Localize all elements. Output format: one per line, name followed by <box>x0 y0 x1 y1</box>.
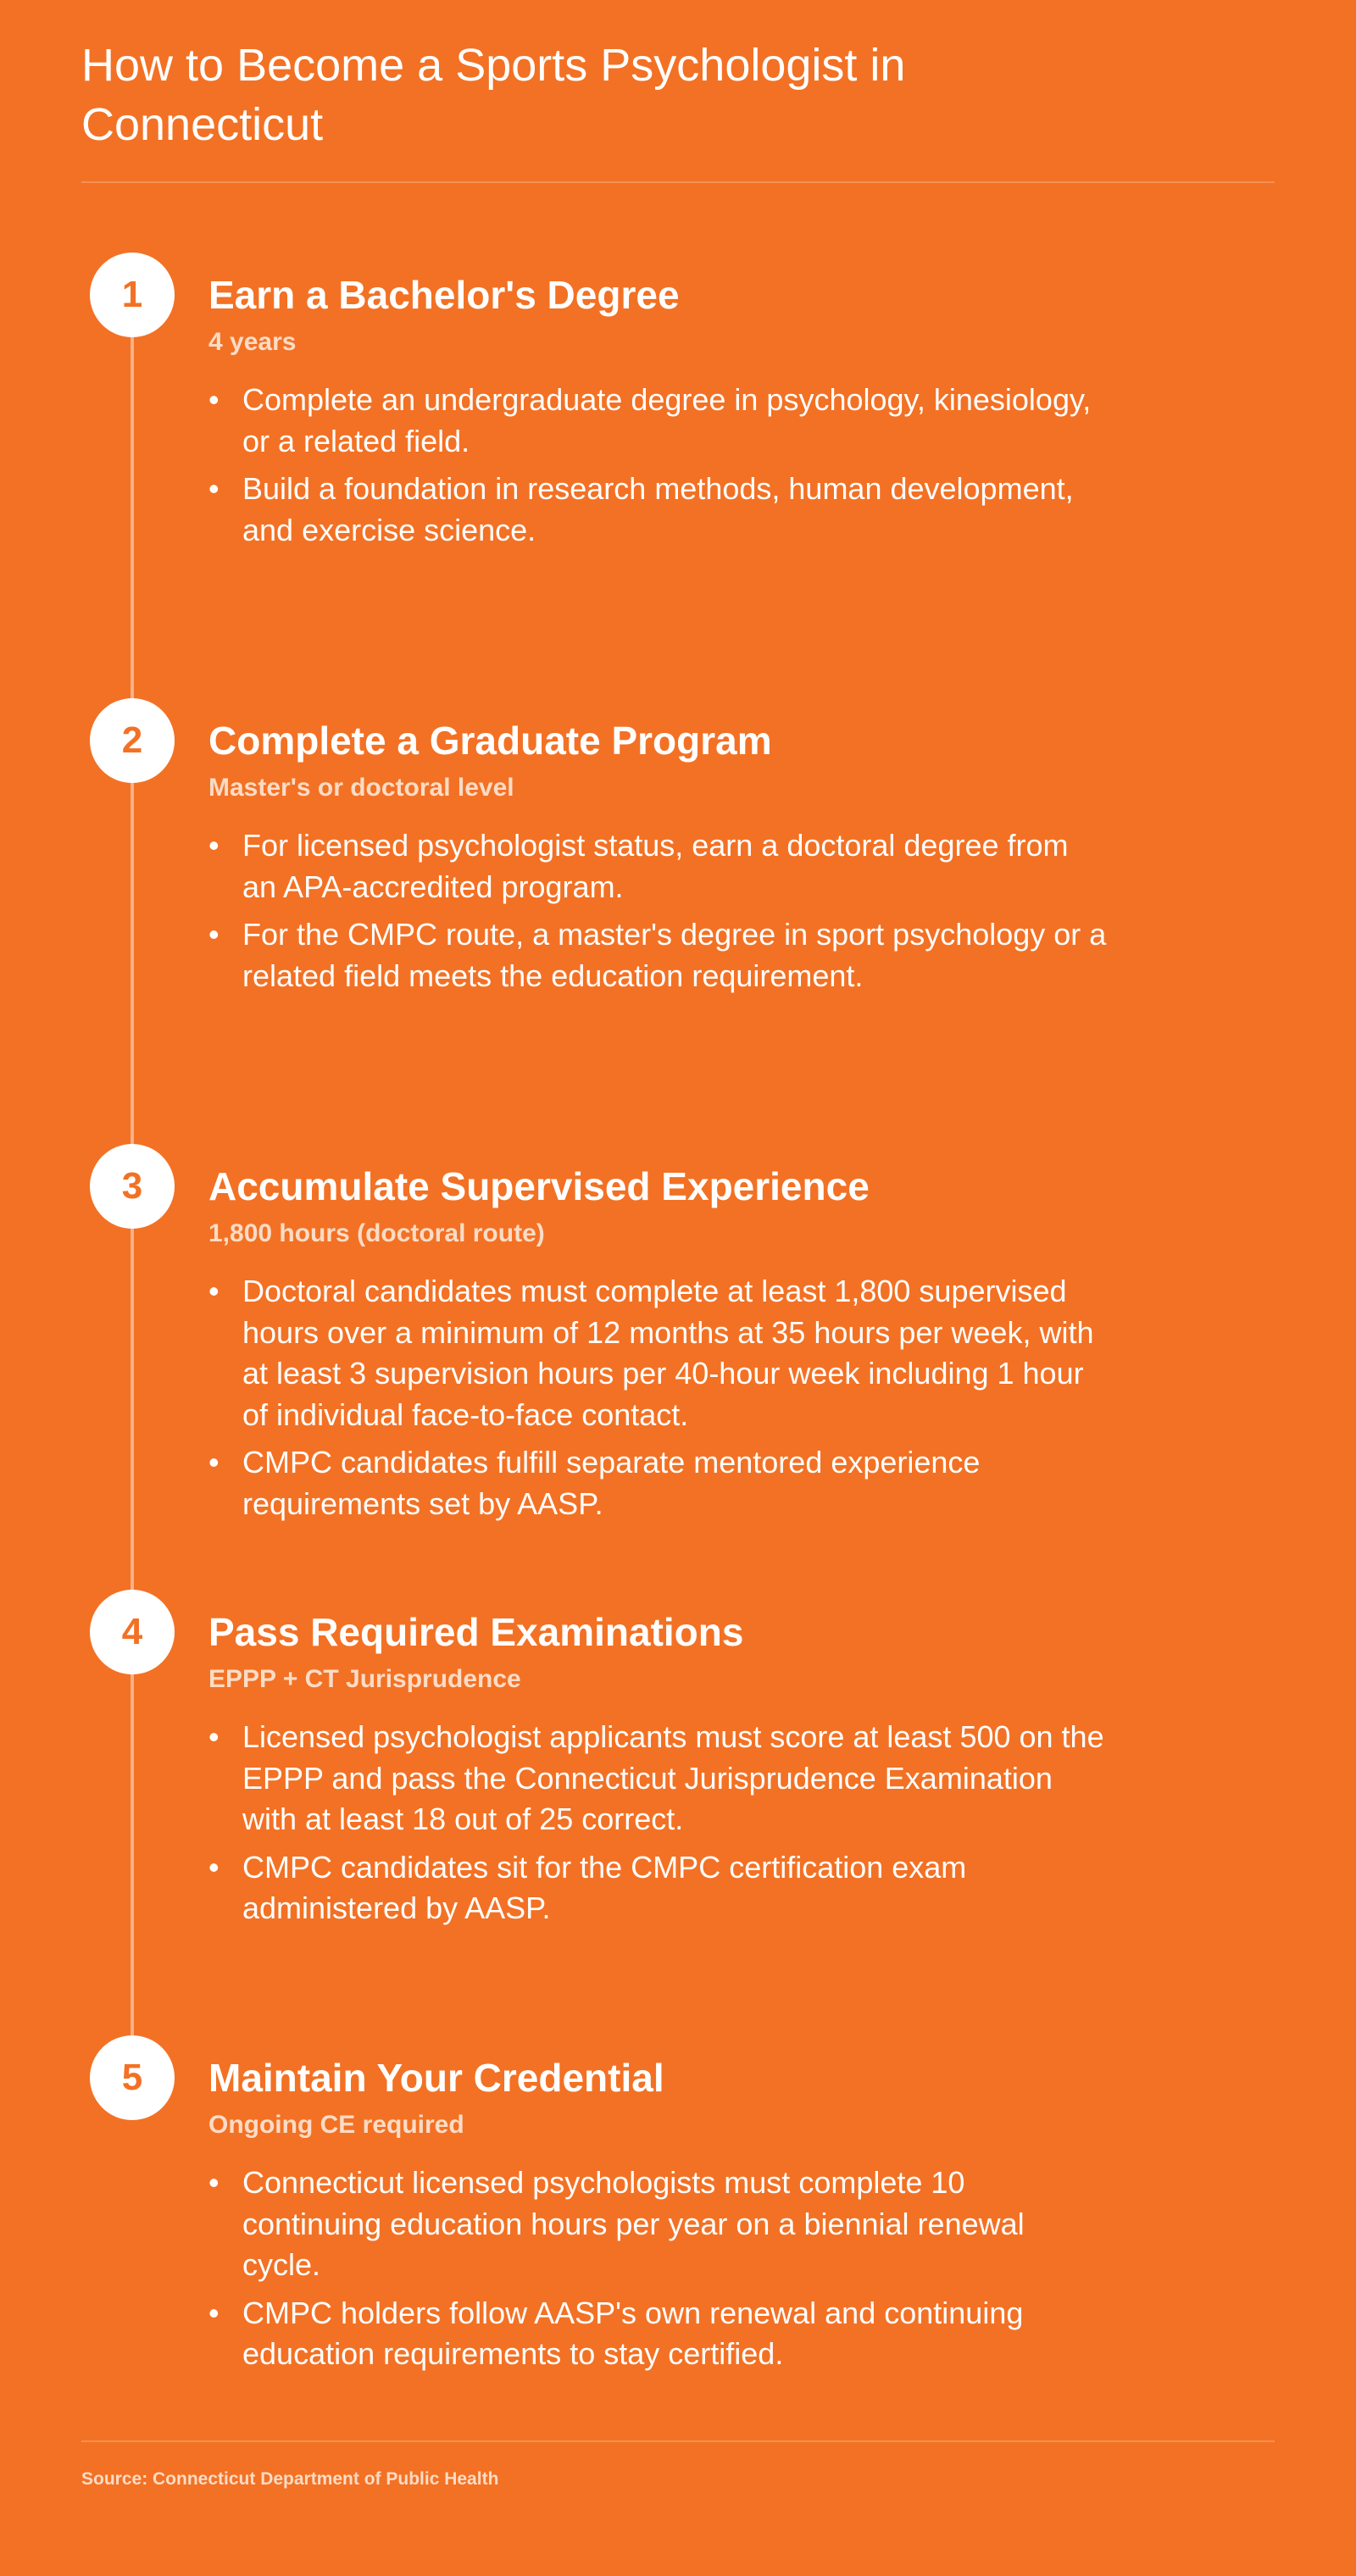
step-bullet-list <box>208 380 1107 558</box>
step-heading: Pass Required Examinations <box>208 1610 744 1654</box>
step-number-badge: 1 <box>90 253 175 337</box>
step-subtitle: 4 years <box>208 328 297 356</box>
bullet-dot-icon: • <box>208 1849 220 1885</box>
step-bullet-list <box>208 2162 1107 2382</box>
step-subtitle: EPPP + CT Jurisprudence <box>208 1665 521 1693</box>
step-number-badge: 3 <box>90 1144 175 1229</box>
bullet-dot-icon: • <box>208 1719 220 1754</box>
step-number-badge: 2 <box>90 698 175 783</box>
list-item: • CMPC candidates fulfill separate mentored experience requirements set by AASP. <box>208 1442 1107 1524</box>
bullet-dot-icon: • <box>208 2165 220 2200</box>
list-item: • For the CMPC route, a master's degree in sport psychology or a related field meets the education requirement. <box>208 914 1107 997</box>
step-bullet-list <box>208 1271 1107 1531</box>
bullet-dot-icon: • <box>208 471 220 506</box>
bullet-dot-icon: • <box>208 382 220 417</box>
step-heading: Complete a Graduate Program <box>208 719 772 763</box>
list-item: • Doctoral candidates must complete at least 1,800 supervised hours over a minimum of 12 months at 35 hours per week, with at least 3 supervision hours per 40-hour week including 1 hour of individual face-to-face contact. <box>208 1271 1107 1435</box>
bullet-dot-icon: • <box>208 2295 220 2330</box>
step-bullet-list <box>208 825 1107 1003</box>
step-subtitle: 1,800 hours (doctoral route) <box>208 1219 545 1247</box>
step-subtitle: Ongoing CE required <box>208 2111 464 2139</box>
list-item: • Connecticut licensed psychologists must complete 10 continuing education hours per year on a biennial renewal cycle. <box>208 2162 1107 2286</box>
header-divider <box>81 181 1275 183</box>
step-heading: Accumulate Supervised Experience <box>208 1164 870 1208</box>
bullet-dot-icon: • <box>208 1445 220 1480</box>
step-bullet-list <box>208 1717 1107 1936</box>
list-item: • Licensed psychologist applicants must score at least 500 on the EPPP and pass the Connecticut Jurisprudence Examination with at least 18 out of 25 correct. <box>208 1717 1107 1840</box>
step-heading: Maintain Your Credential <box>208 2056 664 2100</box>
bullet-dot-icon: • <box>208 917 220 952</box>
page-title: How to Become a Sports Psychologist in Connecticut <box>81 40 906 150</box>
step-number-badge: 5 <box>90 2035 175 2120</box>
step-subtitle: Master's or doctoral level <box>208 774 514 802</box>
list-item: • CMPC candidates sit for the CMPC certification exam administered by AASP. <box>208 1847 1107 1929</box>
source-note: Source: Connecticut Department of Public Health <box>81 2469 499 2489</box>
footer-divider <box>81 2440 1275 2442</box>
bullet-dot-icon: • <box>208 1274 220 1308</box>
list-item: • Build a foundation in research methods, human development, and exercise science. <box>208 469 1107 551</box>
step-heading: Earn a Bachelor's Degree <box>208 273 680 317</box>
list-item: • For licensed psychologist status, earn a doctoral degree from an APA-accredited program. <box>208 825 1107 908</box>
list-item: • Complete an undergraduate degree in psychology, kinesiology, or a related field. <box>208 380 1107 462</box>
step-number-badge: 4 <box>90 1590 175 1674</box>
bullet-dot-icon: • <box>208 828 220 863</box>
list-item: • CMPC holders follow AASP's own renewal and continuing education requirements to stay certified. <box>208 2293 1107 2375</box>
